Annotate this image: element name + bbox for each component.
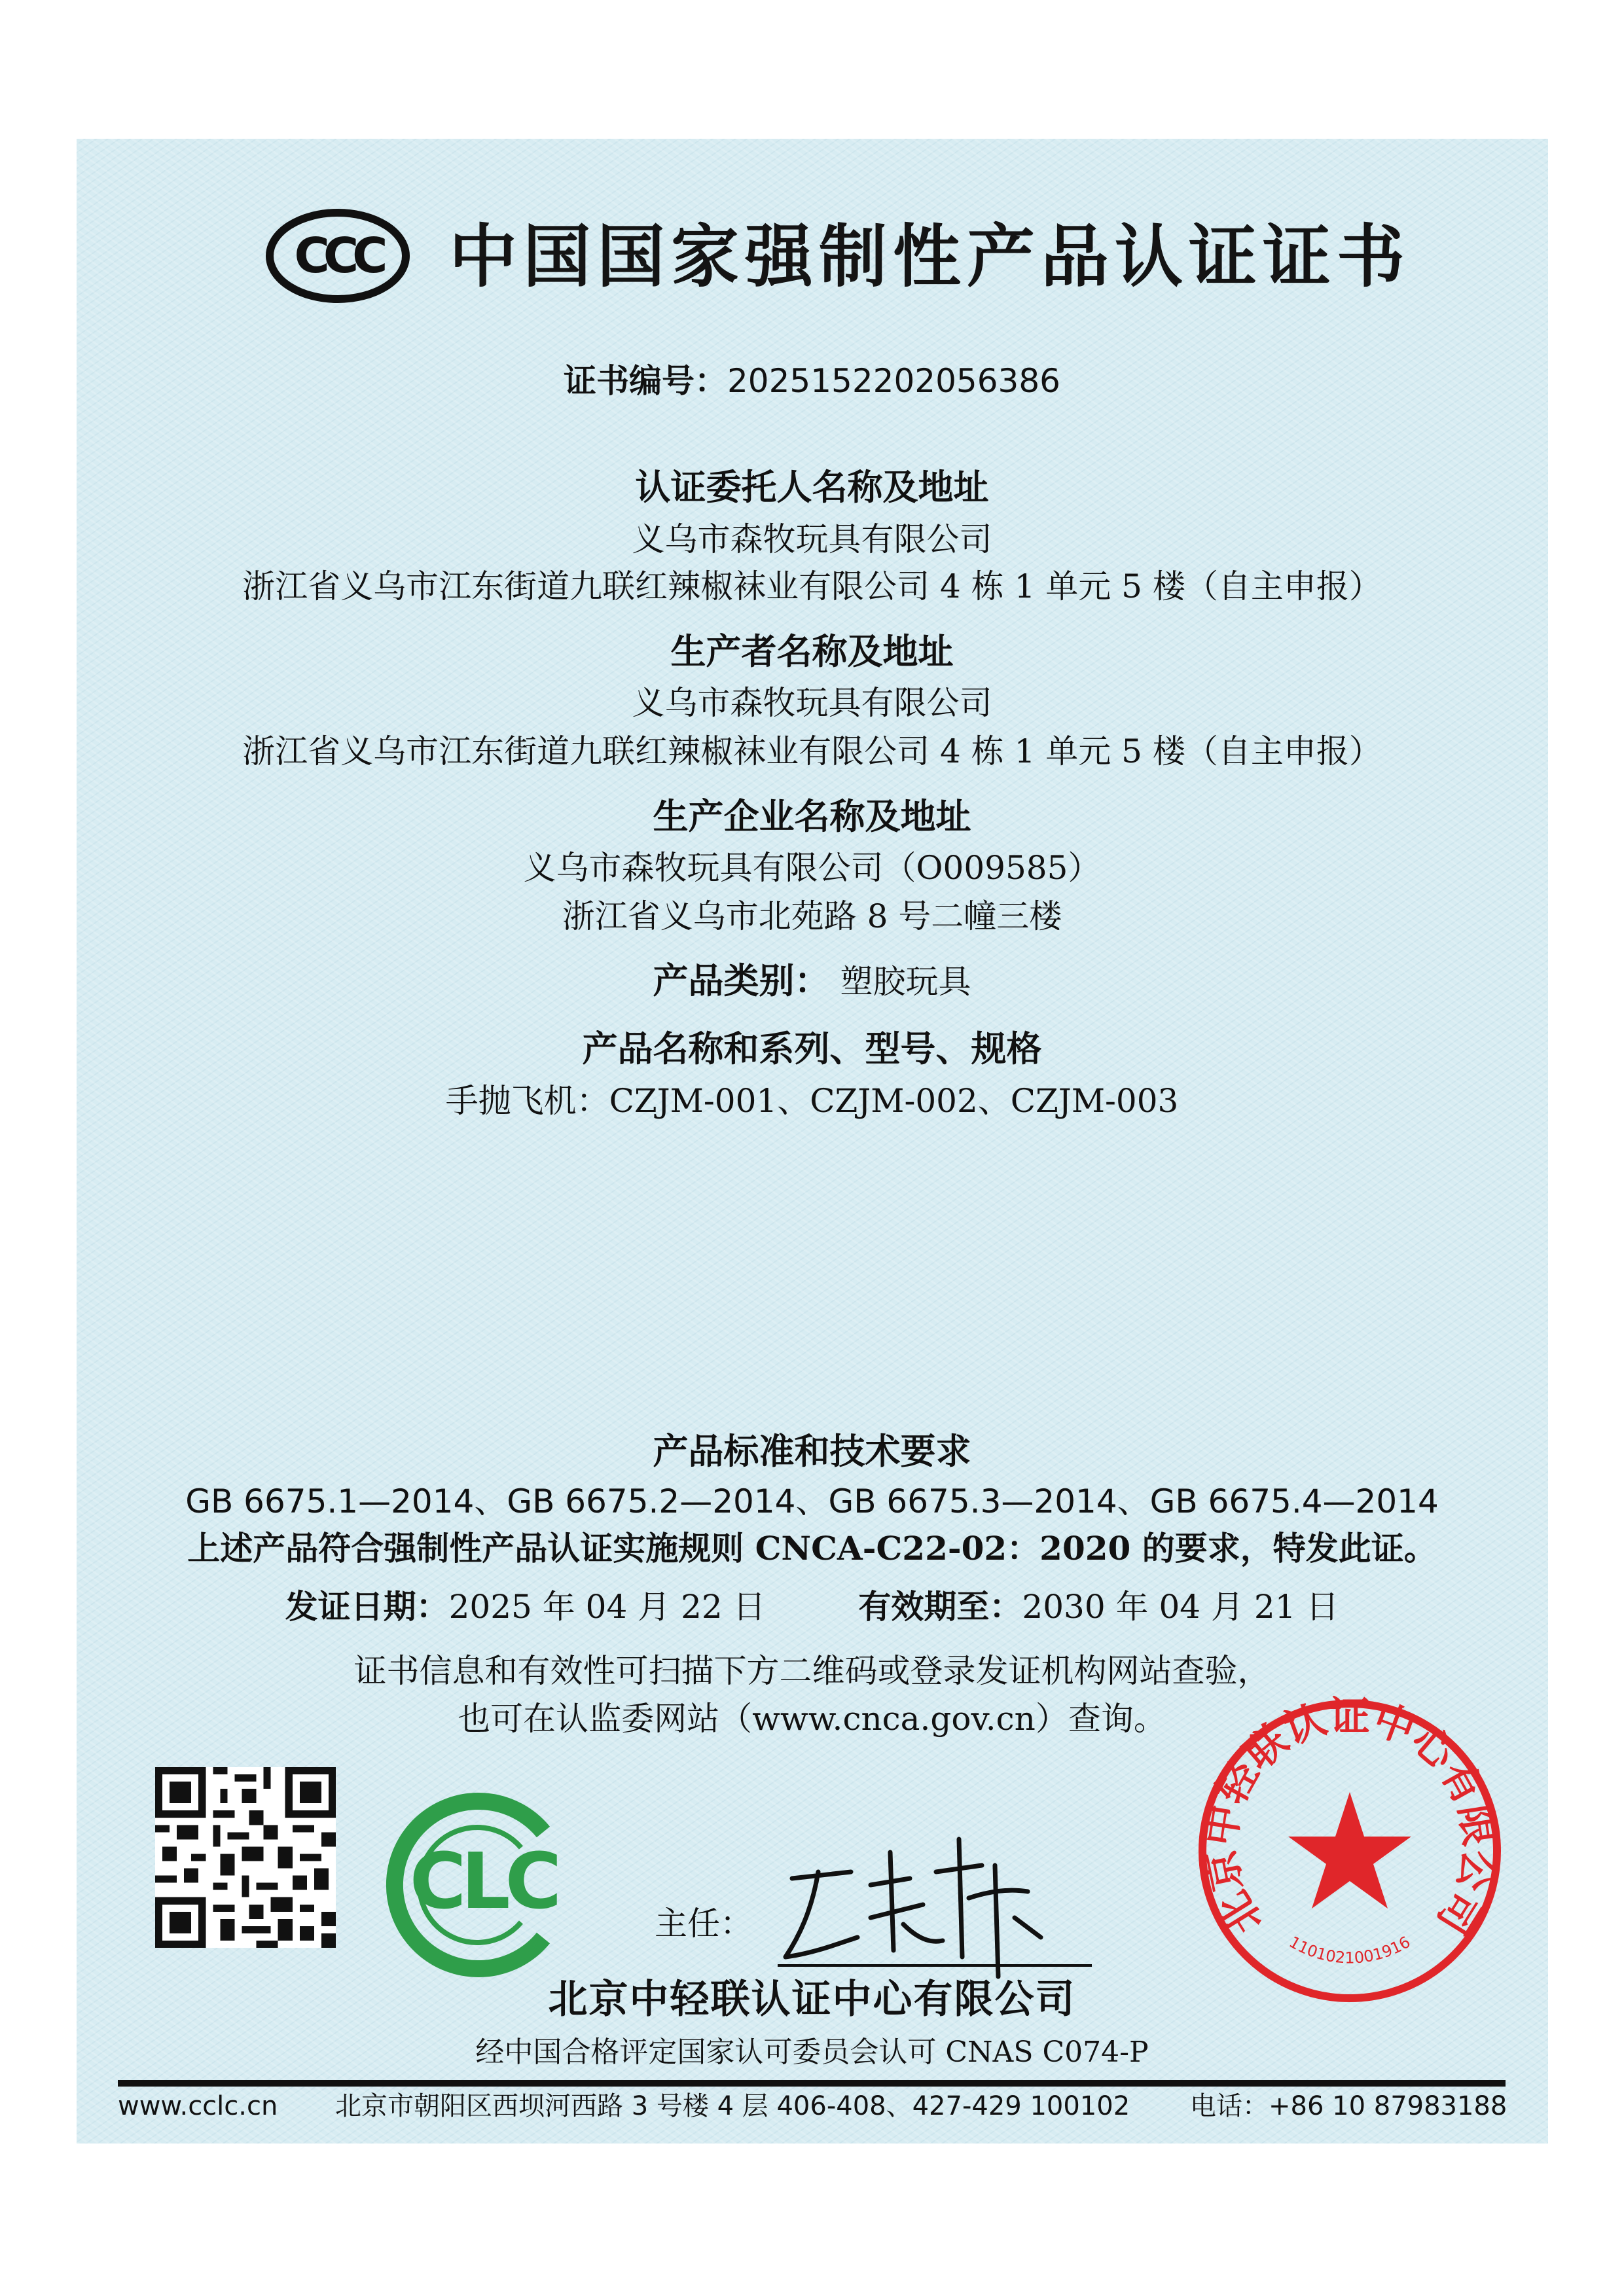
clc-logo [372, 1790, 575, 1980]
applicant-heading: 认证委托人名称及地址 [635, 466, 989, 508]
standards-list: GB 6675.1—2014、GB 6675.2—2014、GB 6675.3—2014、GB 6675.4—2014 [185, 1482, 1439, 1520]
signature-line [778, 1964, 1092, 1967]
compliance-statement: 上述产品符合强制性产品认证实施规则 CNCA-C22-02：2020 的要求，特发此证。 [187, 1529, 1437, 1568]
certificate-number-label: 证书编号： [564, 361, 727, 400]
manufacturer-heading: 生产者名称及地址 [670, 630, 954, 672]
director-signature [772, 1826, 1054, 1983]
verify-note-line2: 也可在认监委网站（www.cnca.gov.cn）查询。 [458, 1700, 1166, 1738]
footer-website[interactable]: www.cclc.cn [118, 2091, 278, 2121]
validity-dates [0, 1587, 1624, 1626]
factory-address: 浙江省义乌市北苑路 8 号二幢三楼 [562, 897, 1062, 935]
svg-text:北京中轻联认证中心有限公司: 北京中轻联认证中心有限公司 [1195, 1694, 1504, 1943]
director-label: 主任： [655, 1905, 753, 1943]
product-category-value: 塑胶玩具 [840, 963, 971, 1001]
product-category-label: 产品类别： [653, 960, 830, 1001]
applicant-name: 义乌市森牧玩具有限公司 [632, 520, 992, 558]
certificate-number-value: 2025152202056386 [727, 362, 1060, 400]
qr-code[interactable] [155, 1767, 336, 1948]
factory-heading: 生产企业名称及地址 [653, 795, 971, 837]
expiry-date-value: 2030 年 04 月 21 日 [1022, 1588, 1339, 1626]
accreditation-note: 经中国合格评定国家认可委员会认可 CNAS C074-P [475, 2036, 1149, 2069]
applicant-address: 浙江省义乌市江东街道九联红辣椒袜业有限公司 4 栋 1 单元 5 楼（自主申报） [242, 567, 1382, 605]
svg-text:1101021001916: 1101021001916 [1286, 1932, 1414, 1967]
footer-address: 北京市朝阳区西坝河西路 3 号楼 4 层 406-408、427-429 100102 [335, 2091, 1130, 2121]
ccc-logo [265, 208, 410, 304]
manufacturer-address: 浙江省义乌市江东街道九联红辣椒袜业有限公司 4 栋 1 单元 5 楼（自主申报） [242, 732, 1382, 770]
issuer-name: 北京中轻联认证中心有限公司 [548, 1977, 1076, 2022]
svg-text:CCC: CCC [294, 228, 382, 284]
manufacturer-name: 义乌市森牧玩具有限公司 [632, 684, 992, 722]
expiry-date-label: 有效期至： [858, 1587, 1022, 1626]
product-models: 手抛飞机：CZJM-001、CZJM-002、CZJM-003 [445, 1082, 1179, 1120]
product-category [0, 961, 1624, 1001]
factory-name: 义乌市森牧玩具有限公司（O009585） [523, 849, 1101, 887]
certificate-number [0, 361, 1624, 401]
footer-rule [118, 2080, 1506, 2087]
official-seal [1193, 1694, 1507, 2008]
certificate-title: 中国国家强制性产品认证证书 [449, 217, 1411, 296]
verify-note-line1: 证书信息和有效性可扫描下方二维码或登录发证机构网站查验， [353, 1652, 1271, 1690]
issue-date-label: 发证日期： [285, 1587, 449, 1626]
standards-heading: 产品标准和技术要求 [653, 1430, 971, 1472]
product-heading: 产品名称和系列、型号、规格 [582, 1028, 1042, 1069]
footer-phone: 电话：+86 10 87983188 [1190, 2091, 1507, 2121]
issue-date-value: 2025 年 04 月 22 日 [448, 1588, 766, 1626]
svg-text:CLC: CLC [409, 1836, 557, 1926]
